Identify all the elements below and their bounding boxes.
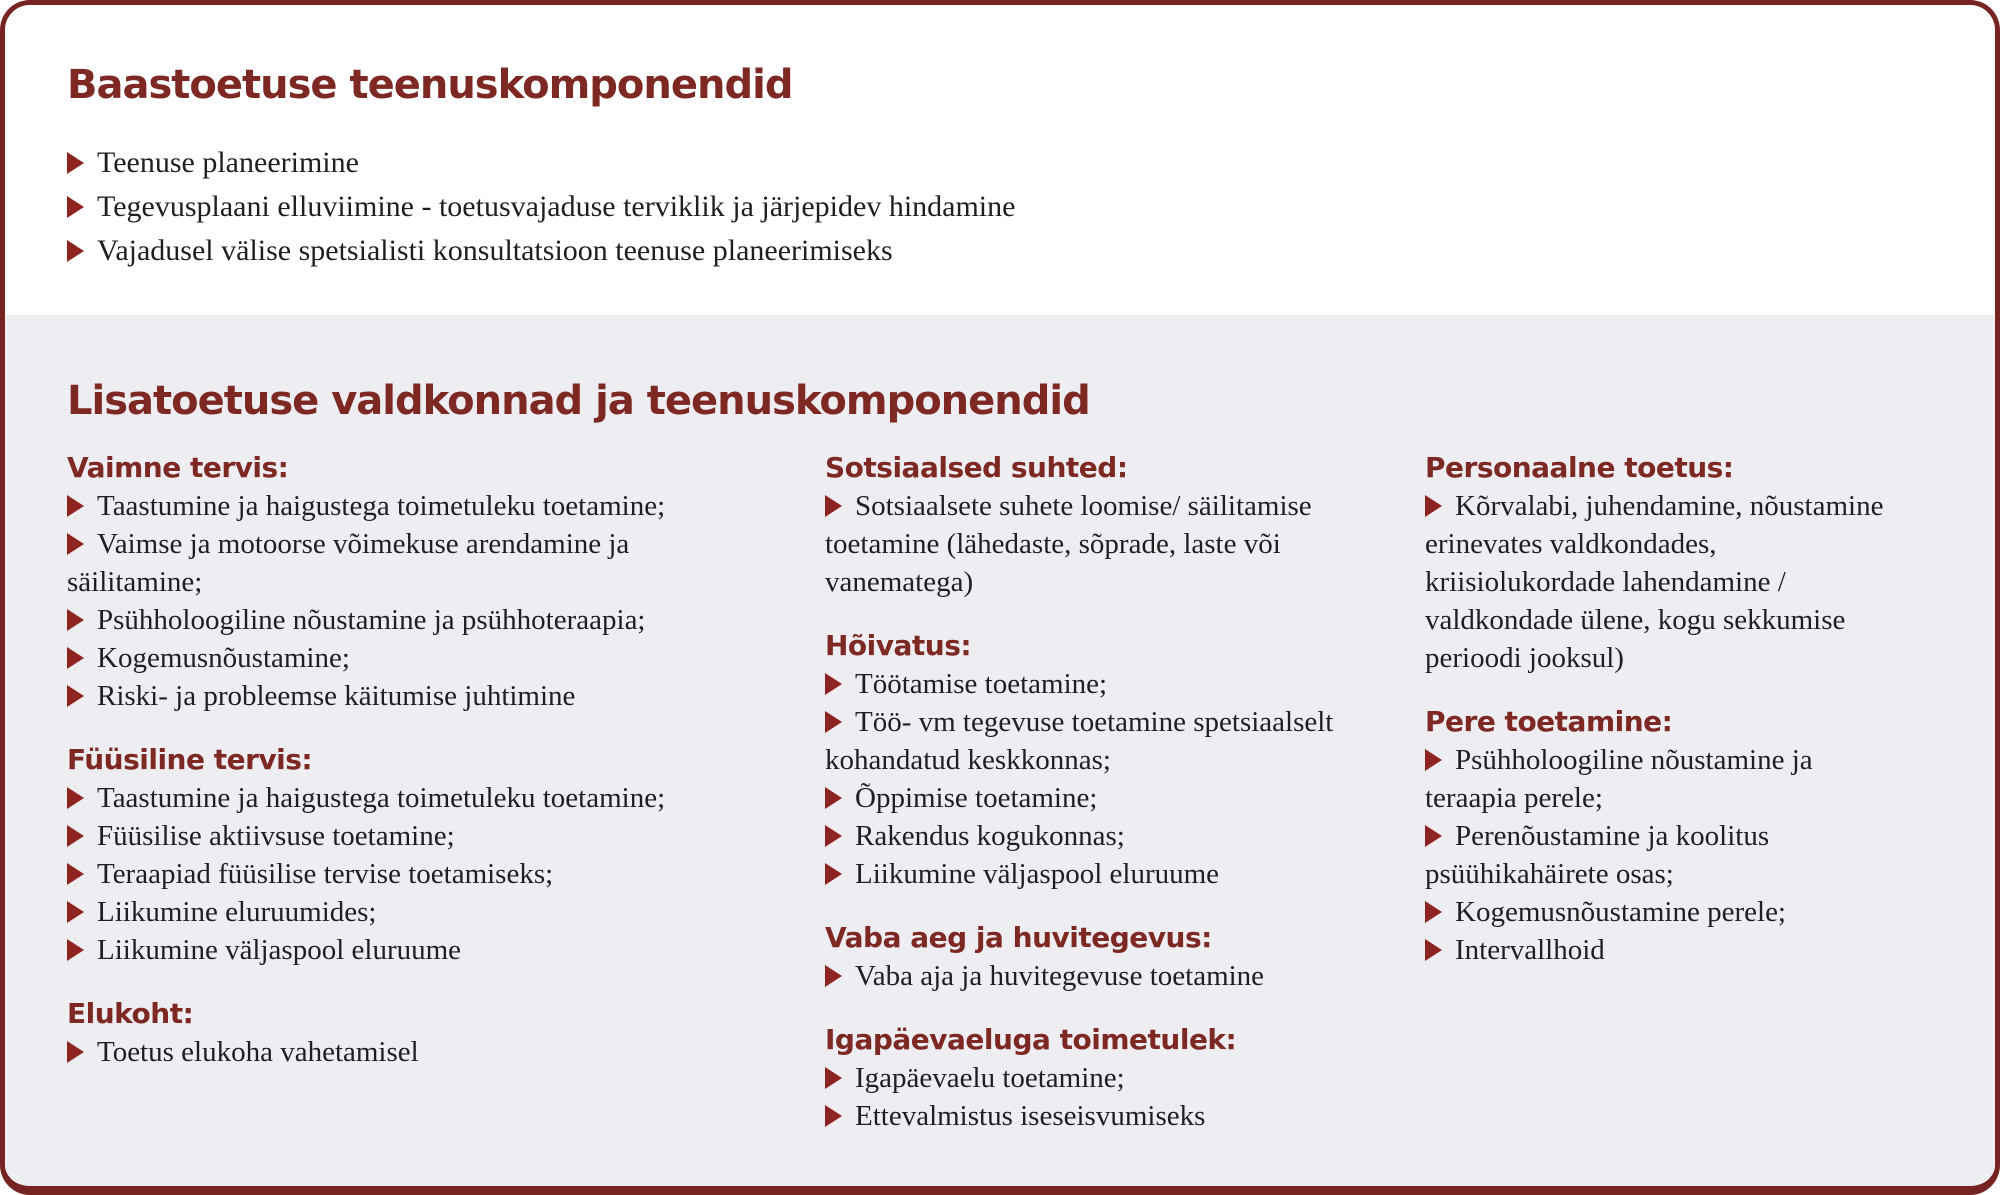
bullet-triangle-icon <box>825 965 842 987</box>
group-heading: Hõivatus: <box>825 629 972 662</box>
list-item-text: Liikumine väljaspool eluruume <box>855 858 1220 890</box>
group-fuusiline-tervis <box>67 741 697 969</box>
group-heading: Igapäevaeluga toimetulek: <box>825 1023 1237 1056</box>
list-item <box>67 779 697 817</box>
bullet-triangle-icon <box>825 1067 842 1089</box>
bullet-triangle-icon <box>67 863 84 885</box>
additional-support-title: Lisatoetuse valdkonnad ja teenuskomponendid <box>67 378 1090 424</box>
bullet-triangle-icon <box>1425 749 1442 771</box>
list-item <box>67 817 697 855</box>
list-item-text: Tegevusplaani elluviimine - toetusvajaduse terviklik ja järjepidev hindamine <box>97 190 1016 223</box>
bullet-triangle-icon <box>67 825 84 847</box>
list-item-text: Taastumine ja haigustega toimetuleku toetamine; <box>97 782 666 814</box>
group-heading: Sotsiaalsed suhted: <box>825 451 1128 484</box>
list-item <box>1425 817 1905 893</box>
bullet-triangle-icon <box>67 939 84 961</box>
list-item-text: Kogemusnõustamine; <box>97 642 350 674</box>
base-support-section <box>5 5 1995 315</box>
group-vaimne-tervis <box>67 449 697 715</box>
bullet-triangle-icon <box>67 196 84 218</box>
list-item <box>67 601 697 639</box>
group-sotsiaalsed-suhted <box>825 449 1340 601</box>
base-support-title: Baastoetuse teenuskomponendid <box>67 62 793 108</box>
list-item-text: Perenõustamine ja koolitus psüühikahäirete osas; <box>1425 820 1770 890</box>
additional-support-section <box>5 315 1995 1186</box>
bullet-triangle-icon <box>67 152 84 174</box>
list-item-text: Rakendus kogukonnas; <box>855 820 1125 852</box>
list-item <box>825 703 1340 779</box>
column-1 <box>67 449 697 1135</box>
bullet-triangle-icon <box>1425 825 1442 847</box>
bullet-triangle-icon <box>67 647 84 669</box>
list-item-text: Füüsilise aktiivsuse toetamine; <box>97 820 455 852</box>
list-item <box>825 817 1340 855</box>
bullet-triangle-icon <box>1425 495 1442 517</box>
group-igapaevaelu <box>825 1021 1340 1135</box>
bullet-triangle-icon <box>825 673 842 695</box>
list-item-text: Teraapiad füüsilise tervise toetamiseks; <box>97 858 554 890</box>
list-item <box>67 185 1935 229</box>
list-item-text: Vaba aja ja huvitegevuse toetamine <box>855 960 1265 992</box>
list-item <box>1425 931 1905 969</box>
list-item <box>67 677 697 715</box>
bullet-triangle-icon <box>67 609 84 631</box>
list-item <box>67 141 1935 185</box>
list-item <box>67 487 697 525</box>
list-item-text: Liikumine väljaspool eluruume <box>97 934 462 966</box>
list-item-text: Vajadusel välise spetsialisti konsultatsioon teenuse planeerimiseks <box>97 234 893 267</box>
list-item-text: Kõrvalabi, juhendamine, nõustamine erinevates valdkondades, kriisiolukordade lahendamine / valdkondade ülene, kogu sekkumise perioodi jooksul) <box>1425 490 1884 674</box>
bullet-triangle-icon <box>67 240 84 262</box>
group-heading: Vaimne tervis: <box>67 451 289 484</box>
bullet-triangle-icon <box>825 495 842 517</box>
list-item <box>67 639 697 677</box>
list-item <box>67 229 1935 273</box>
bullet-triangle-icon <box>67 787 84 809</box>
list-item-text: Taastumine ja haigustega toimetuleku toetamine; <box>97 490 666 522</box>
list-item <box>1425 741 1905 817</box>
bullet-triangle-icon <box>1425 901 1442 923</box>
list-item-text: Psühholoogiline nõustamine ja psühhoteraapia; <box>97 604 646 636</box>
bullet-triangle-icon <box>67 685 84 707</box>
list-item <box>825 957 1340 995</box>
list-item-text: Toetus elukoha vahetamisel <box>97 1036 419 1068</box>
list-item <box>1425 893 1905 931</box>
bullet-triangle-icon <box>67 901 84 923</box>
list-item-text: Sotsiaalsete suhete loomise/ säilitamise toetamine (lähedaste, sõprade, laste või vanematega) <box>825 490 1312 598</box>
list-item-text: Intervallhoid <box>1455 934 1605 966</box>
group-personaalne-toetus <box>1425 449 1905 677</box>
list-item <box>825 487 1340 601</box>
bullet-triangle-icon <box>825 825 842 847</box>
column-3 <box>1425 449 1905 1135</box>
list-item-text: Ettevalmistus iseseisvumiseks <box>855 1100 1206 1132</box>
bullet-triangle-icon <box>825 1105 842 1127</box>
list-item <box>67 855 697 893</box>
list-item-text: Igapäevaelu toetamine; <box>855 1062 1125 1094</box>
column-2 <box>825 449 1340 1135</box>
list-item <box>825 855 1340 893</box>
list-item <box>825 779 1340 817</box>
list-item-text: Liikumine eluruumides; <box>97 896 377 928</box>
group-heading: Personaalne toetus: <box>1425 451 1734 484</box>
support-columns <box>67 449 1957 1135</box>
bullet-triangle-icon <box>67 495 84 517</box>
list-item-text: Teenuse planeerimine <box>97 146 359 179</box>
group-elukoht <box>67 995 697 1071</box>
list-item <box>825 665 1340 703</box>
group-heading: Pere toetamine: <box>1425 705 1673 738</box>
bullet-triangle-icon <box>67 533 84 555</box>
bullet-triangle-icon <box>1425 939 1442 961</box>
group-heading: Füüsiline tervis: <box>67 743 313 776</box>
list-item <box>1425 487 1905 677</box>
bullet-triangle-icon <box>825 863 842 885</box>
list-item-text: Vaimse ja motoorse võimekuse arendamine ja säilitamine; <box>67 528 630 598</box>
list-item <box>67 893 697 931</box>
list-item-text: Riski- ja probleemse käitumise juhtimine <box>97 680 576 712</box>
group-hoivatus <box>825 627 1340 893</box>
list-item <box>67 525 697 601</box>
group-pere-toetamine <box>1425 703 1905 969</box>
bullet-triangle-icon <box>825 787 842 809</box>
list-item <box>825 1097 1340 1135</box>
bullet-triangle-icon <box>825 711 842 733</box>
list-item-text: Töötamise toetamine; <box>855 668 1108 700</box>
list-item <box>67 1033 697 1071</box>
list-item-text: Psühholoogiline nõustamine ja teraapia perele; <box>1425 744 1813 814</box>
group-heading: Elukoht: <box>67 997 194 1030</box>
bullet-triangle-icon <box>67 1041 84 1063</box>
list-item <box>67 931 697 969</box>
list-item-text: Õppimise toetamine; <box>855 782 1098 814</box>
group-heading: Vaba aeg ja huvitegevus: <box>825 921 1212 954</box>
list-item-text: Kogemusnõustamine perele; <box>1455 896 1786 928</box>
list-item-text: Töö- vm tegevuse toetamine spetsiaalselt kohandatud keskkonnas; <box>825 706 1334 776</box>
base-support-list <box>67 141 1935 273</box>
group-vaba-aeg <box>825 919 1340 995</box>
list-item <box>825 1059 1340 1097</box>
